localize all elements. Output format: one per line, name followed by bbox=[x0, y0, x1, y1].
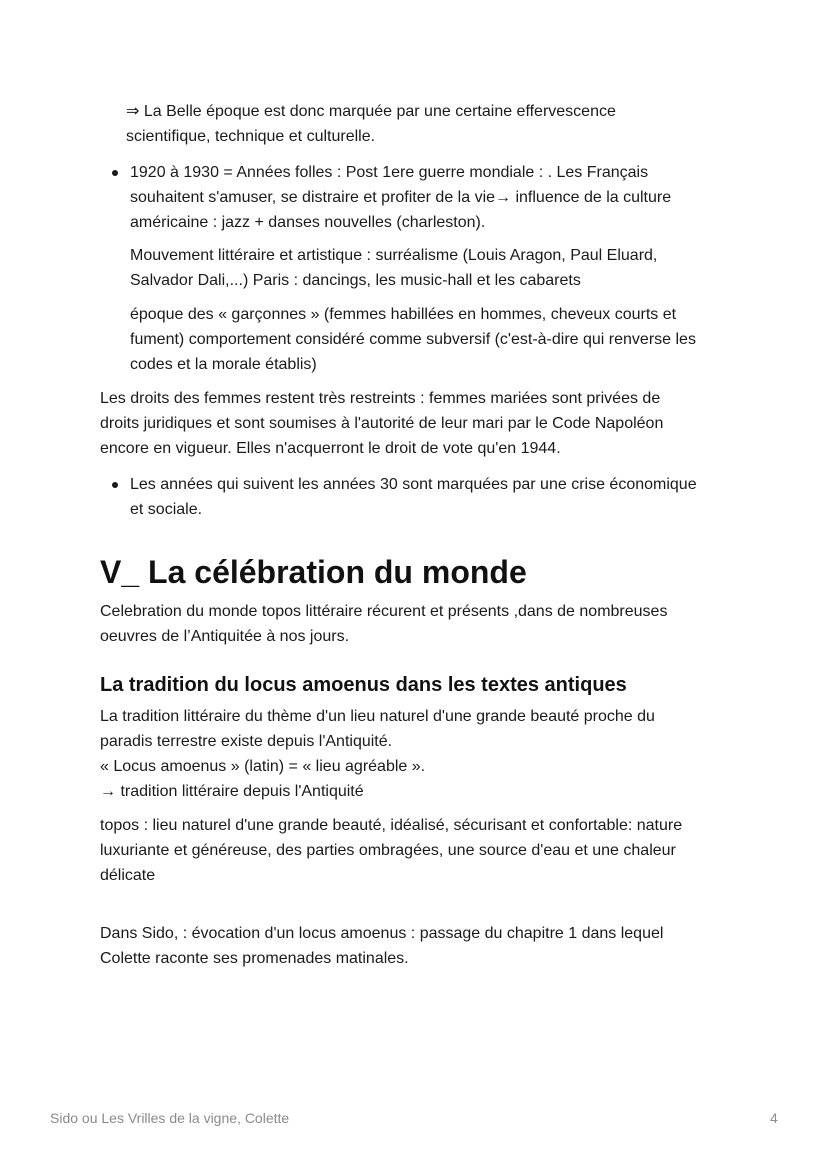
topos-paragraph: topos : lieu naturel d'une grande beauté, idéalisé, sécurisant et confortable: nature luxuriante et généreuse, des parties ombragées, une source d'eau et une chaleur délicate bbox=[100, 817, 683, 884]
footer-title: Sido ou Les Vrilles de la vigne, Colette bbox=[50, 1110, 290, 1126]
section-heading: V_ La célébration du monde bbox=[100, 554, 527, 590]
bullet-annees-folles: 1920 à 1930 = Années folles : Post 1ere guerre mondiale : . Les Français souhaitent s'amuser, se distraire et profiter de la vie→ influence de la culture américaine : jazz + danses nouvelles (charleston). bbox=[130, 164, 672, 231]
garconnes-paragraph: époque des « garçonnes » (femmes habillées en hommes, cheveux courts et fument) comportement considéré comme subversif (c'est-à-dire qui renverse les codes et la morale établis) bbox=[130, 306, 696, 373]
bullet-icon bbox=[112, 170, 118, 176]
footer-page-number: 4 bbox=[770, 1110, 778, 1126]
celebration-paragraph: Celebration du monde topos littéraire récurent et présents ,dans de nombreuses oeuvres de l’Antiquitée à nos jours. bbox=[100, 603, 668, 645]
bullet-icon bbox=[112, 482, 118, 488]
sido-paragraph: Dans Sido, : évocation d'un locus amoenus : passage du chapitre 1 dans lequel Colette raconte ses promenades matinales. bbox=[100, 925, 664, 967]
droits-des-femmes-paragraph: Les droits des femmes restent très restreints : femmes mariées sont privées de droits juridiques et sont soumises à l'autorité de leur mari par le Code Napoléon encore en vigueur. Elles n'acquerront le droit de vote qu'en 1944. bbox=[100, 390, 664, 457]
belle-epoque-conclusion: ⇒ La Belle époque est donc marquée par une certaine effervescence scientifique, technique et culturelle. bbox=[126, 103, 616, 145]
mouvement-litteraire-paragraph: Mouvement littéraire et artistique : surréalisme (Louis Aragon, Paul Eluard, Salvador Dali,...) Paris : dancings, les music-hall et les cabarets bbox=[130, 247, 658, 289]
tradition-paragraph: La tradition littéraire du thème d'un lieu naturel d'une grande beauté proche du paradis terrestre existe depuis l'Antiquité. « Locus amoenus » (latin) = « lieu agréable ». → tradition littéraire depuis l'Antiquité bbox=[100, 708, 655, 800]
bullet-annees-30: Les années qui suivent les années 30 sont marquées par une crise économique et sociale. bbox=[130, 476, 697, 518]
subsection-heading: La tradition du locus amoenus dans les textes antiques bbox=[100, 674, 627, 696]
